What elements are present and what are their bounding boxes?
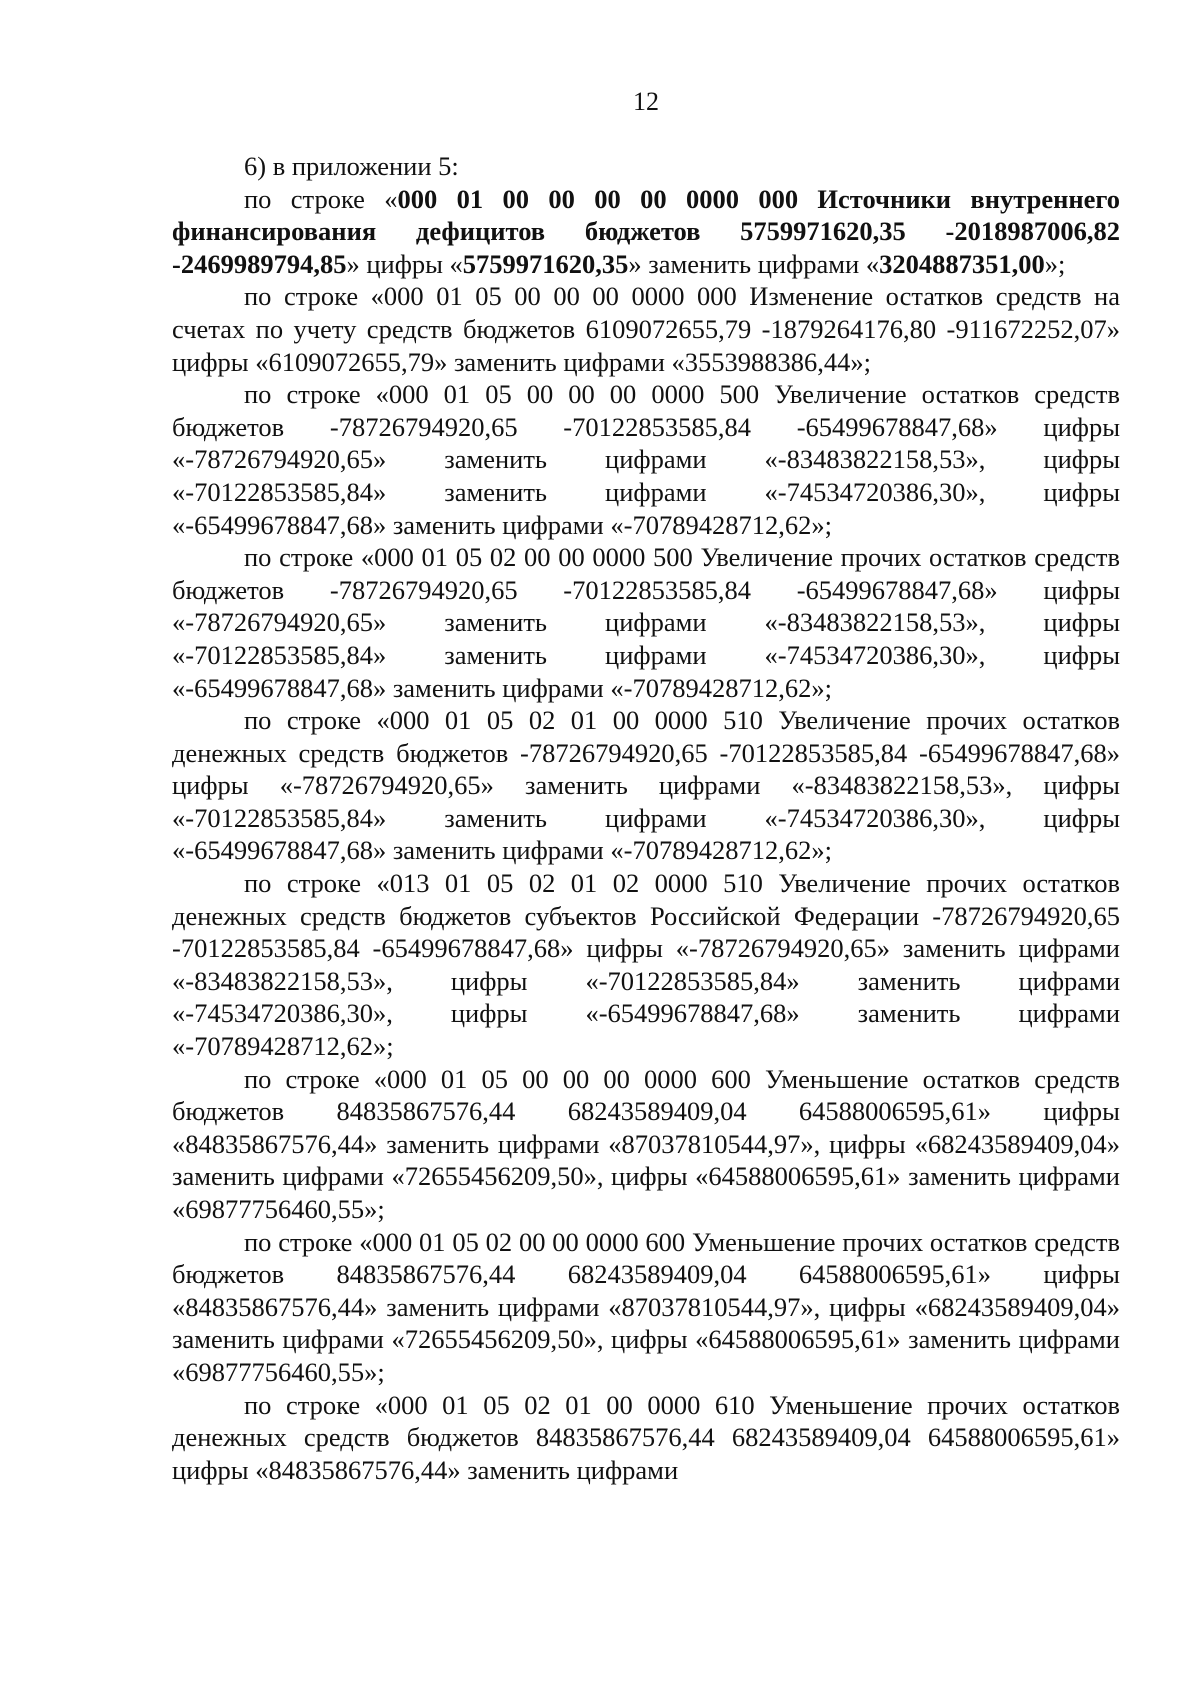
paragraph-item-9: по строке «000 01 05 02 01 00 0000 610 Уменьшение прочих остатков денежных средств бюджетов 84835867576,44 68243589409,04 64588006595,61» цифры «84835867576,44» заменить цифрами — [172, 1389, 1120, 1485]
paragraph-item-4: по строке «000 01 05 02 00 00 0000 500 Увеличение прочих остатков средств бюджетов -78726794920,65 -70122853585,84 -65499678847,68» цифры «-78726794920,65» заменить цифрами «-83483822158,53», цифры «-70122853585,84» заменить цифрами «-74534720386,30», цифры «-65499678847,68» заменить цифрами «-70789428712,62»; — [172, 542, 1120, 703]
item-1-bold-old: 5759971620,35 — [462, 248, 629, 279]
paragraph-item-1 — [172, 183, 1120, 281]
paragraph-item-6: по строке «013 01 05 02 01 02 0000 510 Увеличение прочих остатков денежных средств бюджетов субъектов Российской Федерации -78726794920,65 -70122853585,84 -65499678847,68» цифры «-78726794920,65» заменить цифрами «-83483822158,53», цифры «-70122853585,84» заменить цифрами «-74534720386,30», цифры «-65499678847,68» заменить цифрами «-70789428712,62»; — [172, 868, 1120, 1062]
item-1-mid1: » цифры « — [346, 248, 463, 279]
paragraph-item-3: по строке «000 01 05 00 00 00 0000 500 Увеличение остатков средств бюджетов -78726794920,65 -70122853585,84 -65499678847,68» цифры «-78726794920,65» заменить цифрами «-83483822158,53», цифры «-70122853585,84» заменить цифрами «-74534720386,30», цифры «-65499678847,68» заменить цифрами «-70789428712,62»; — [172, 379, 1120, 540]
document-body — [172, 150, 1120, 1486]
item-1-bold-title: 000 01 00 00 00 00 0000 000 Источники внутреннего финансирования дефицитов бюджетов 5759971620,35 -2018987006,82 -2469989794,85 — [172, 183, 1120, 279]
item-1-prefix: по строке « — [244, 183, 398, 214]
paragraph-item-2: по строке «000 01 05 00 00 00 0000 000 Изменение остатков средств на счетах по учету средств бюджетов 6109072655,79 -1879264176,80 -911672252,07» цифры «6109072655,79» заменить цифрами «3553988386,44»; — [172, 281, 1120, 377]
paragraph-item-5: по строке «000 01 05 02 01 00 0000 510 Увеличение прочих остатков денежных средств бюджетов -78726794920,65 -70122853585,84 -65499678847,68» цифры «-78726794920,65» заменить цифрами «-83483822158,53», цифры «-70122853585,84» заменить цифрами «-74534720386,30», цифры «-65499678847,68» заменить цифрами «-70789428712,62»; — [172, 705, 1120, 866]
paragraph-item-8: по строке «000 01 05 02 00 00 0000 600 Уменьшение прочих остатков средств бюджетов 84835867576,44 68243589409,04 64588006595,61» цифры «84835867576,44» заменить цифрами «87037810544,97», цифры «68243589409,04» заменить цифрами «72655456209,50», цифры «64588006595,61» заменить цифрами «69877756460,55»; — [172, 1226, 1120, 1387]
item-1-suffix: »; — [1044, 248, 1066, 279]
paragraph-item-7: по строке «000 01 05 00 00 00 0000 600 Уменьшение остатков средств бюджетов 84835867576,44 68243589409,04 64588006595,61» цифры «84835867576,44» заменить цифрами «87037810544,97», цифры «68243589409,04» заменить цифрами «72655456209,50», цифры «64588006595,61» заменить цифрами «69877756460,55»; — [172, 1063, 1120, 1224]
item-1-mid2: » заменить цифрами « — [628, 248, 880, 279]
page-number: 12 — [633, 87, 659, 116]
item-1-bold-new: 3204887351,00 — [879, 248, 1045, 279]
intro-paragraph: 6) в приложении 5: — [244, 151, 459, 181]
document-page — [172, 0, 1120, 1697]
